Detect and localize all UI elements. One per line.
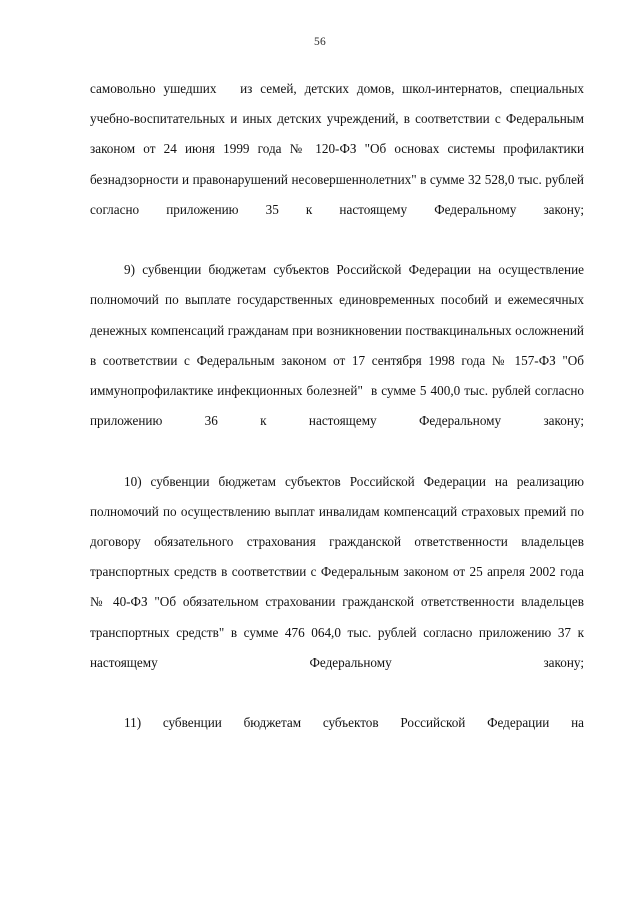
paragraph-1: самовольно ушедших из семей, детских домов, школ-интернатов, специальных учебно-воспитательных и иных детских учреждений, в соответствии с Федеральным законом от 24 июня 1999 года № 120-ФЗ "Об основах системы профилактики безнадзорности и правонарушений несовершеннолетних" в сумме 32 528,0 тыс. рублей согласно приложению 35 к настоящему Федеральному закону; [90, 81, 588, 217]
page-number: 56 [314, 36, 326, 48]
paragraph-item-11: 11) субвенции бюджетам субъектов Российской Федерации на [124, 715, 584, 731]
document-body [90, 74, 588, 769]
paragraph-item-10: 10) субвенции бюджетам субъектов Российской Федерации на реализацию полномочий по осуществлению выплат инвалидам компенсаций страховых премий по договору обязательного страхования гражданской ответственности владельцев транспортных средств в соответствии с Федеральным законом от 25 апреля 2002 года № 40-ФЗ "Об обязательном страховании гражданской ответственности владельцев транспортных средств" в сумме 476 064,0 тыс. рублей согласно приложению 37 к настоящему Федеральному закону; [90, 473, 588, 670]
paragraph-item-9: 9) субвенции бюджетам субъектов Российской Федерации на осуществление полномочий по выплате государственных единовременных пособий и ежемесячных денежных компенсаций гражданам при возникновении поствакцинальных осложнений в соответствии с Федеральным законом от 17 сентября 1998 года № 157-ФЗ "Об иммунопрофилактике инфекционных болезней" в сумме 5 400,0 тыс. рублей согласно приложению 36 к настоящему Федеральному закону; [90, 262, 588, 429]
